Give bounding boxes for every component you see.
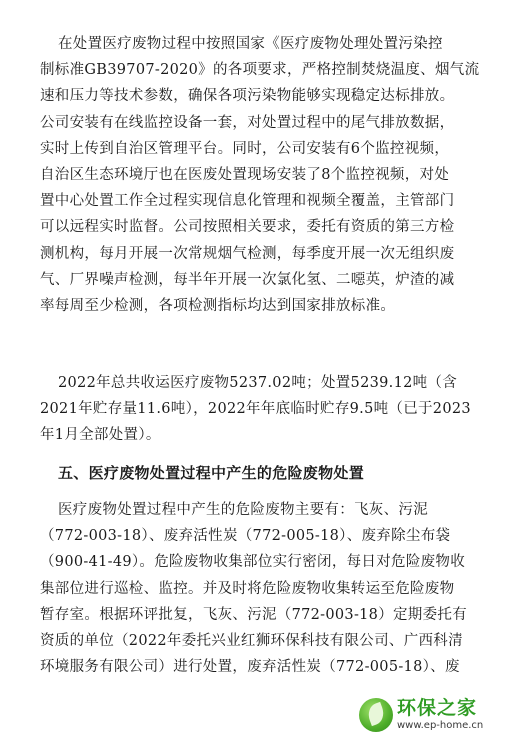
text-line: 自治区生态环境厅也在医废处置现场安装了8个监控视频，对处 [40, 167, 450, 184]
paragraph-hazardous-waste [40, 497, 480, 680]
text-line: 率每周至少检测，各项检测指标均达到国家排放标准。 [40, 298, 396, 315]
text-line: 2021年贮存量11.6吨），2022年年底临时贮存9.5吨（已于2023 [40, 401, 471, 418]
text-line: 可以远程实时监督。公司按照相关要求，委托有资质的第三方检 [40, 219, 455, 236]
text-line: 暂存室。根据环评批复，飞灰、污泥（772-003-18）定期委托有 [40, 606, 467, 623]
text-line: （900-41-49）。危险废物收集部位实行密闭，每日对危险废物收 [40, 554, 466, 571]
text-line: 年1月全部处置）。 [40, 427, 161, 444]
text-line: 医疗废物处置过程中产生的危险废物主要有：飞灰、污泥 [58, 502, 428, 518]
text-line: 制标准GB39707-2020》的各项要求，严格控制焚烧温度、烟气流 [40, 62, 480, 79]
text-line: 在处置医疗废物过程中按照国家《医疗废物处理处置污染控 [58, 36, 443, 52]
text-line: 实时上传到自治区管理平台。同时，公司安装有6个监控视频， [40, 140, 450, 157]
text-line: 气、厂界噪声检测，每半年开展一次氯化氢、二噁英，炉渣的减 [40, 271, 455, 288]
text-line: 资质的单位（2022年委托兴业红狮环保科技有限公司、广西科清 [40, 633, 463, 650]
text-line: 集部位进行巡检、监控。并及时将危险废物收集转运至危险废物 [40, 580, 455, 597]
text-line: 速和压力等技术参数，确保各项污染物能够实现稳定达标排放。 [40, 88, 455, 105]
text-line: 测机构，每月开展一次常规烟气检测，每季度开展一次无组织废 [40, 245, 455, 262]
watermark-url: www.ep-home.cn [397, 720, 484, 731]
leaf-logo-icon [359, 698, 393, 732]
section-heading: 五、医疗废物处置过程中产生的危险废物处置 [58, 464, 365, 482]
watermark-name: 环保之家 [397, 697, 478, 719]
text-line: 公司安装有在线监控设备一套，对处置过程中的尾气排放数据， [40, 114, 455, 131]
text-line: （772-003-18）、废弃活性炭（772-005-18）、废弃除尘布袋 [40, 528, 451, 545]
text-line: 2022年总共收运医疗废物5237.02吨；处置5239.12吨（含 [58, 375, 458, 391]
text-line: 置中心处置工作全过程实现信息化管理和视频全覆盖，主管部门 [40, 193, 455, 210]
paragraph-monitoring [40, 31, 480, 319]
text-line: 环境服务有限公司）进行处置，废弃活性炭（772-005-18）、废 [40, 659, 460, 676]
paragraph-statistics [40, 370, 480, 449]
watermark [359, 695, 499, 735]
